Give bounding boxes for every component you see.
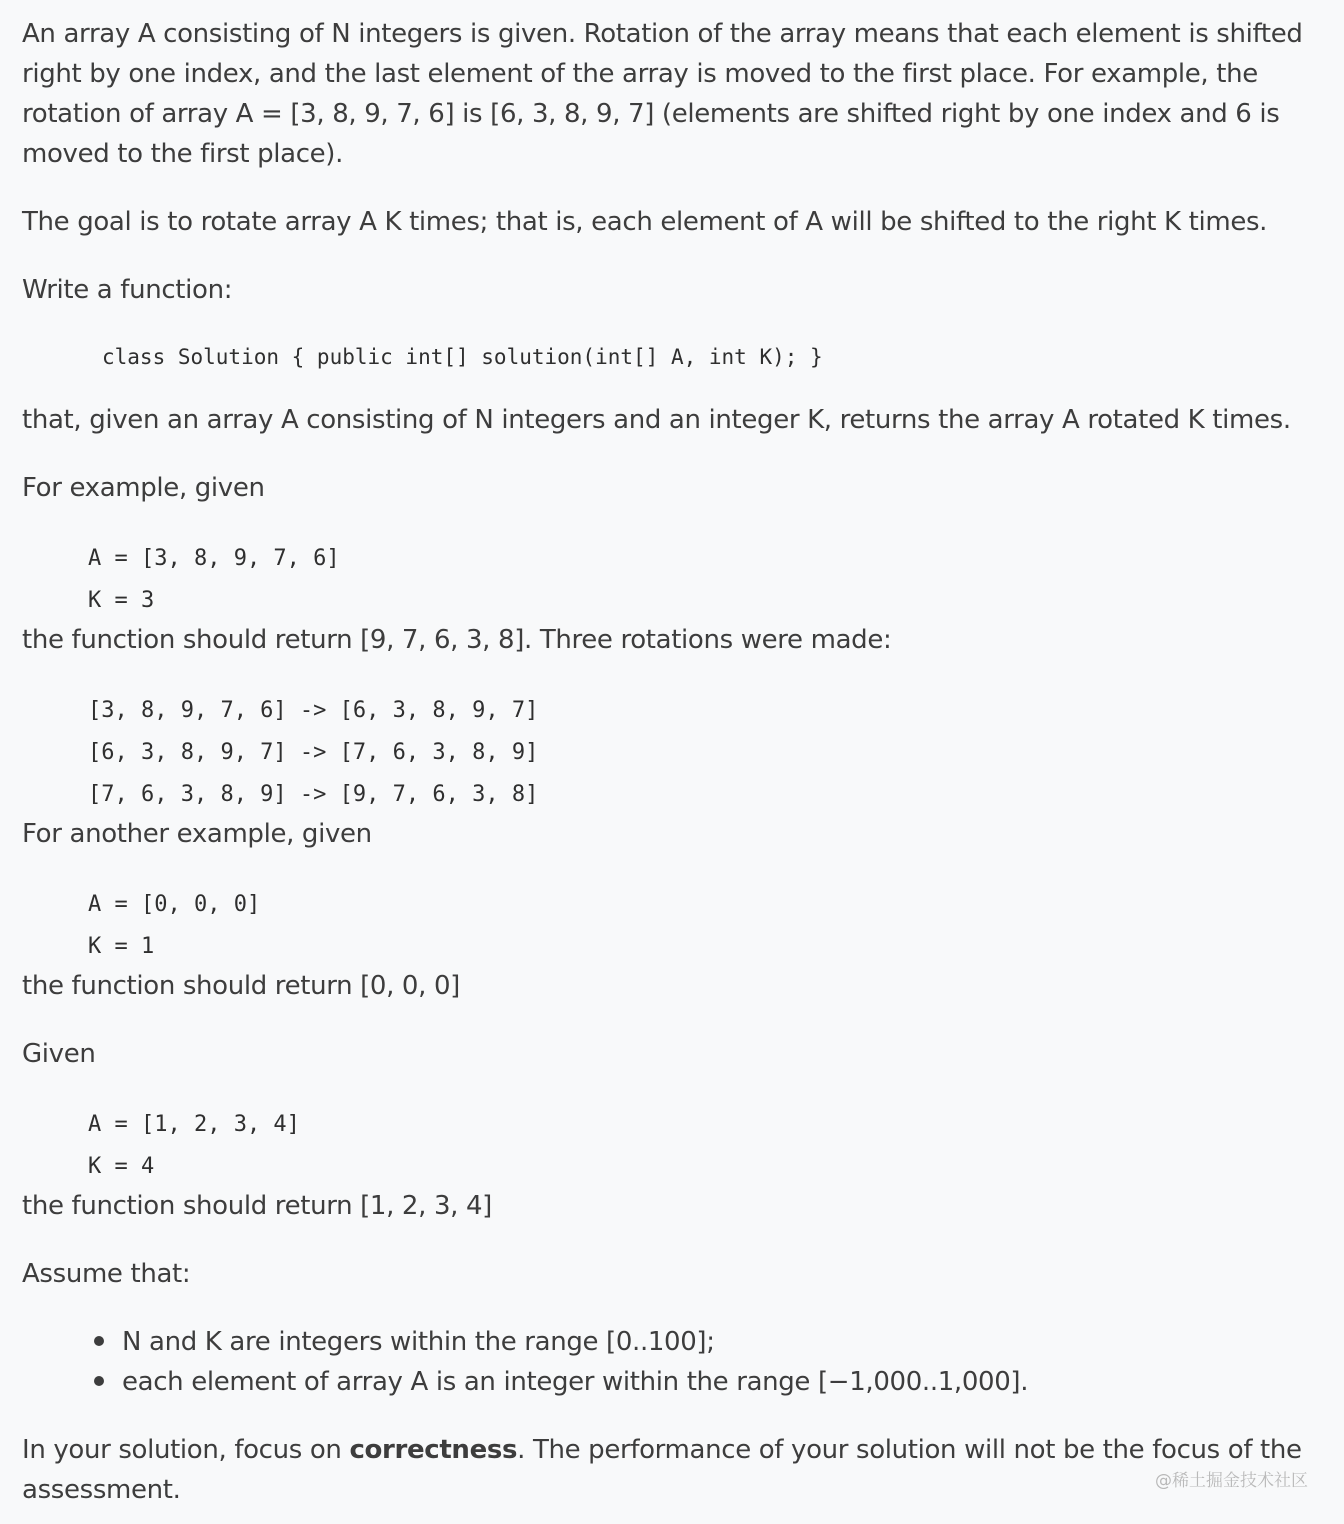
focus-emphasis: correctness [349, 1435, 518, 1465]
rotation-step: [6, 3, 8, 9, 7] -> [7, 6, 3, 8, 9] [88, 740, 539, 765]
example-3-result: the function should return [1, 2, 3, 4] [22, 1191, 492, 1221]
intro-line-4: moved to the first place). [22, 139, 344, 169]
rotation-step: [3, 8, 9, 7, 6] -> [6, 3, 8, 9, 7] [88, 698, 539, 723]
list-item [94, 1362, 1028, 1402]
focus-suffix: . The performance of your solution will not be the focus of the [517, 1435, 1302, 1465]
intro-line-3: rotation of array A = [3, 8, 9, 7, 6] is [6, 3, 8, 9, 7] (elements are shifted right by one index and 6 is [22, 99, 1280, 129]
goal-paragraph: The goal is to rotate array A K times; that is, each element of A will be shifted to the right K times. [22, 207, 1268, 237]
example-3-intro: Given [22, 1039, 96, 1069]
function-description: that, given an array A consisting of N integers and an integer K, returns the array A rotated K times. [22, 405, 1291, 435]
example-1-result: the function should return [9, 7, 6, 3, 8]. Three rotations were made: [22, 625, 892, 655]
example-3-array: A = [1, 2, 3, 4] [88, 1112, 300, 1137]
example-3-k: K = 4 [88, 1154, 155, 1179]
assume-intro: Assume that: [22, 1259, 191, 1289]
example-2-intro: For another example, given [22, 819, 372, 849]
list-item-text: each element of array A is an integer within the range [−1,000..1,000]. [122, 1367, 1029, 1397]
bullet-icon [94, 1336, 104, 1346]
task-description [22, 0, 1328, 1524]
example-2-array: A = [0, 0, 0] [88, 892, 261, 917]
focus-line-2: assessment. [22, 1475, 181, 1505]
function-signature: class Solution { public int[] solution(int[] A, int K); } [102, 345, 823, 369]
list-item-text: N and K are integers within the range [0..100]; [122, 1327, 715, 1357]
intro-line-2: right by one index, and the last element of the array is moved to the first place. For example, the [22, 59, 1258, 89]
example-1-intro: For example, given [22, 473, 265, 503]
focus-prefix: In your solution, focus on [22, 1435, 350, 1465]
example-1-array: A = [3, 8, 9, 7, 6] [88, 546, 340, 571]
write-function-label: Write a function: [22, 275, 233, 305]
example-2-result: the function should return [0, 0, 0] [22, 971, 460, 1001]
intro-line-1: An array A consisting of N integers is given. Rotation of the array means that each element is shifted [22, 19, 1303, 49]
bullet-icon [94, 1376, 104, 1386]
list-item [94, 1322, 715, 1362]
example-2-k: K = 1 [88, 934, 155, 959]
focus-line-1 [22, 1430, 1302, 1470]
rotation-step: [7, 6, 3, 8, 9] -> [9, 7, 6, 3, 8] [88, 782, 539, 807]
watermark: @稀土掘金技术社区 [1155, 1471, 1308, 1491]
example-1-k: K = 3 [88, 588, 155, 613]
